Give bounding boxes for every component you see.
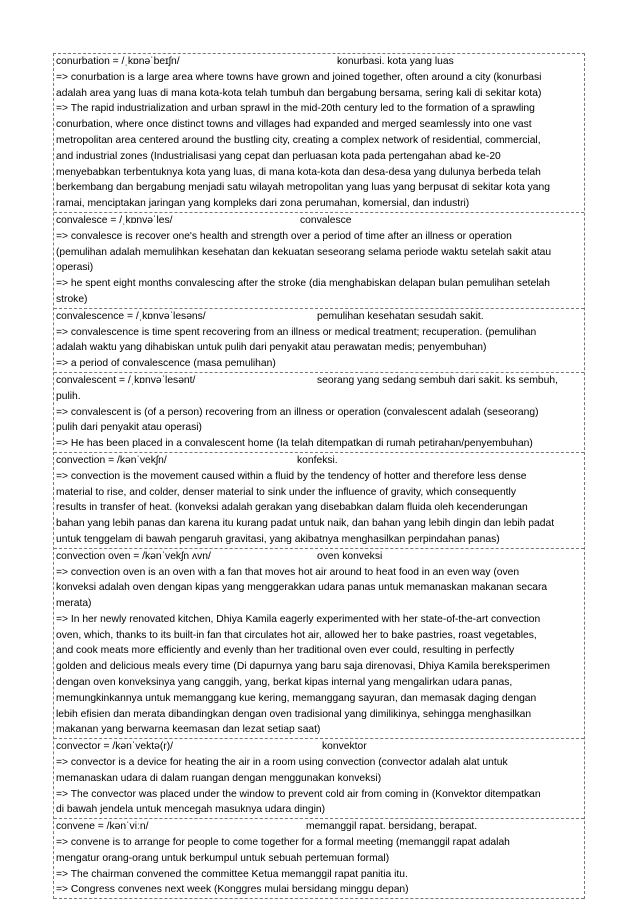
entry-convection — [54, 453, 584, 549]
text-line: (pemulihan adalah memulihkan kesehatan dan kekuatan seseorang selama periode waktu setelah sakit atau — [56, 246, 552, 258]
text-line: stroke) — [56, 293, 88, 305]
translation: oven konveksi — [317, 550, 383, 562]
text-line: di bawah jendela untuk mencegah masuknya udara dingin) — [56, 804, 326, 816]
entry-header — [54, 549, 584, 565]
text-line: ramai, menciptakan jaringan yang kompleks dari zona perumahan, komersial, dan industri) — [56, 198, 470, 210]
text-line: => In her newly renovated kitchen, Dhiya Kamila eagerly experimented with her state-of-the-art convection — [56, 613, 541, 625]
entry-convector — [54, 739, 584, 819]
text-line: adalah area yang luas di mana kota-kota telah tumbuh dan bergabung bersama, sering kali di sekitar kota) — [56, 87, 542, 99]
translation: convalesce — [300, 214, 352, 226]
text-line: operasi) — [56, 262, 94, 274]
text-line: menyebabkan terbentuknya kota yang luas, di mana kota-kota dan desa-desa yang dulunya berbeda telah — [56, 166, 541, 178]
text-line: memungkinkannya untuk memanggang kue kering, memanggang sayuran, dan memasak daging dengan — [56, 692, 537, 704]
text-line: => convalescent is (of a person) recovering from an illness or operation (convalescent adalah (seseorang) — [56, 406, 539, 418]
translation: pemulihan kesehatan sesudah sakit. — [317, 310, 484, 322]
text-line: golden and delicious meals every time (Di dapurnya yang baru saja direnovasi, Dhiya Kamila bereksperimen — [56, 661, 550, 673]
text-line: results in transfer of heat. (konveksi adalah gerakan yang disebabkan dalam fluida oleh kecenderungan — [56, 502, 528, 514]
text-line: => convection is the movement caused within a fluid by the tendency of hotter and therefore less dense — [56, 470, 527, 482]
text-line: dengan oven konveksinya yang canggih, yang, berkat kipas internal yang mengalirkan udara panas, — [56, 677, 513, 689]
text-line: => convene is to arrange for people to come together for a formal meeting (memanggil rapat adalah — [56, 837, 510, 849]
entry-header — [54, 453, 584, 469]
entry-header — [54, 739, 584, 755]
term: convalescent = /ˌkɒnvəˈlesənt/ — [56, 374, 196, 386]
text-line: makanan yang berwarna keemasan dan lezat setiap saat) — [56, 724, 321, 736]
text-line: => convector is a device for heating the air in a room using convection (convector adalah alat untuk — [56, 757, 508, 769]
term: convalescence = /ˌkɒnvəˈlesəns/ — [56, 310, 206, 322]
translation: seorang yang sedang sembuh dari sakit. ks sembuh, — [317, 374, 558, 386]
text-line: => Congress convenes next week (Konggres mulai bersidang minggu depan) — [56, 884, 409, 896]
text-line: => convection oven is an oven with a fan that moves hot air around to heat food in an even way (oven — [56, 566, 520, 578]
text-line: berkembang dan bergabung menjadi satu wilayah metropolitan yang luas yang berpusat di sekitar kota yang — [56, 182, 550, 194]
text-line: adalah waktu yang dihabiskan untuk pulih dari penyakit atau perawatan medis; penyembuhan) — [56, 342, 487, 354]
text-line: material to rise, and colder, denser material to sink under the influence of gravity, which consequently — [56, 486, 516, 498]
text-line: conurbation, where once distinct towns and villages had expanded and merged seamlessly into one vast — [56, 119, 532, 131]
entry-header — [54, 373, 584, 389]
text-line: metropolitan area centered around the bustling city, creating a complex network of residential, commercial, — [56, 134, 541, 146]
text-line: oven, which, thanks to its built-in fan that circulates hot air, allowed her to bake pastries, roast vegetables, — [56, 629, 537, 641]
text-line: => The convector was placed under the window to prevent cold air from coming in (Konvektor ditempatkan — [56, 788, 541, 800]
term: convection oven = /kənˈvekʃn ʌvn/ — [56, 550, 211, 562]
entry-convalescence — [54, 309, 584, 373]
text-line: => He has been placed in a convalescent home (Ia telah ditempatkan di rumah petirahan/penyembuhan) — [56, 438, 533, 450]
term: convection = /kənˈvekʃn/ — [56, 454, 167, 466]
text-line: mengatur orang-orang untuk berkumpul untuk sebuah pertemuan formal) — [56, 852, 390, 864]
entry-convection-oven — [54, 549, 584, 740]
text-line: => a period of convalescence (masa pemulihan) — [56, 358, 276, 370]
entry-header — [54, 819, 584, 835]
text-line: => convalesce is recover one's health and strength over a period of time after an illness or operation — [56, 230, 512, 242]
entry-header — [54, 54, 584, 70]
text-line: konveksi adalah oven dengan kipas yang menggerakkan udara panas untuk memanaskan makanan secara — [56, 582, 548, 594]
text-line: and industrial zones (Industrialisasi yang cepat dan perluasan kota pada pertengahan abad ke-20 — [56, 150, 501, 162]
term: convalesce = /ˌkɒnvəˈles/ — [56, 214, 173, 226]
text-line: => conurbation is a large area where towns have grown and joined together, often around a city (konurbasi — [56, 71, 542, 83]
text-line: bahan yang lebih panas dan karena itu kurang padat untuk naik, dan bahan yang lebih dingin dan lebih padat — [56, 518, 555, 530]
text-line: pulih dari penyakit atau operasi) — [56, 422, 202, 434]
term: conurbation = /ˌkɒnəˈbeɪʃn/ — [56, 56, 180, 67]
entry-convalescent — [54, 373, 584, 453]
text-line: and cook meats more efficiently and evenly than her traditional oven ever could, resulting in perfectly — [56, 645, 515, 657]
text-line: untuk tenggelam di bawah pengaruh gravitasi, yang akibatnya menghasilkan perpindahan panas) — [56, 533, 500, 545]
term: convector = /kənˈvektə(r)/ — [56, 741, 174, 753]
glossary-table — [53, 53, 585, 899]
entry-header — [54, 309, 584, 325]
term: convene = /kənˈviːn/ — [56, 821, 149, 833]
text-line: lebih efisien dan merata dibandingkan dengan oven tradisional yang dimilikinya, sehingga menghasilkan — [56, 708, 532, 720]
text-line: => he spent eight months convalescing after the stroke (dia menghabiskan delapan bulan pemulihan setelah — [56, 278, 551, 290]
text-line: => convalescence is time spent recovering from an illness or medical treatment; recuperation. (pemulihan — [56, 326, 537, 338]
text-line: memanaskan udara di dalam ruangan dengan menggunakan konveksi) — [56, 772, 382, 784]
text-line: pulih. — [56, 390, 81, 402]
text-line: merata) — [56, 598, 92, 610]
translation: memanggil rapat. bersidang, berapat. — [306, 821, 478, 833]
entry-convene — [54, 819, 584, 899]
translation: konurbasi. kota yang luas — [337, 56, 454, 67]
entry-conurbation — [54, 54, 584, 213]
entry-convalesce — [54, 213, 584, 309]
text-line: => The rapid industrialization and urban sprawl in the mid-20th century led to the formation of a sprawling — [56, 103, 535, 115]
entry-header — [54, 213, 584, 229]
text-line: => The chairman convened the committee Ketua memanggil rapat panitia itu. — [56, 868, 408, 880]
translation: konfeksi. — [297, 454, 338, 466]
translation: konvektor — [322, 741, 367, 753]
